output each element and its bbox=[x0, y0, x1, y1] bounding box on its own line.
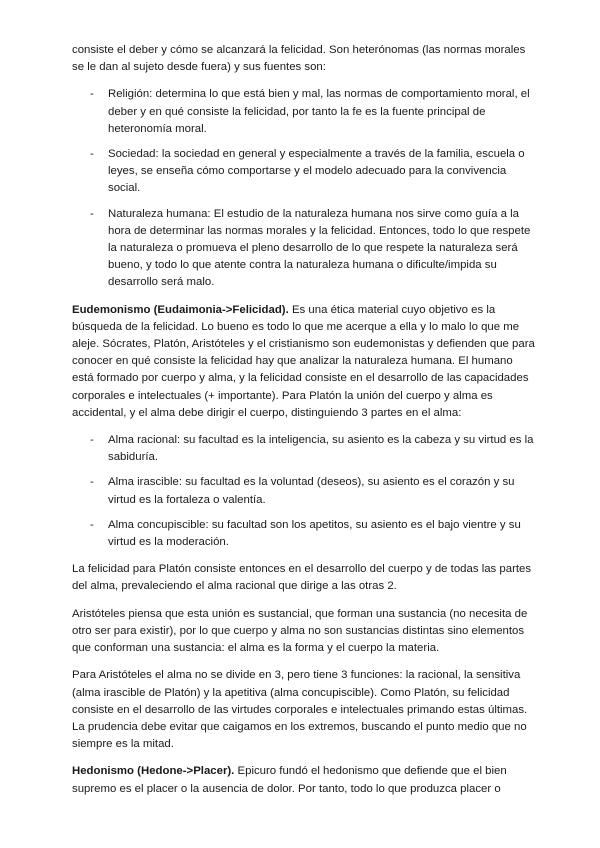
list-item bbox=[72, 206, 536, 292]
soul-parts-list bbox=[72, 432, 536, 551]
hedonismo-text: Epicuro fundó el hedonismo que defiende que el bien supremo es el placer o la ausencia de dolor. Por tanto, todo lo que produzca placer o bbox=[72, 765, 507, 795]
list-item bbox=[72, 517, 536, 551]
list-item-text: Religión: determina lo que está bien y mal, las normas de comportamiento moral, el deber y en qué consiste la felicidad, por tanto la fe es la fuente principal de heteronomía moral. bbox=[108, 88, 530, 135]
list-item-text: Alma irascible: su facultad es la voluntad (deseos), su asiento es el corazón y su virtud es la fortaleza o valentía. bbox=[108, 476, 515, 506]
aristotle-functions-paragraph: Para Aristóteles el alma no se divide en 3, pero tiene 3 funciones: la racional, la sensitiva (alma irascible de Platón) y la apetitiva (alma concupiscible). Como Platón, su felicidad consiste en el desarrollo de las virtudes corporales e intelectuales primando estas últimas. La prudencia debe evitar que caigamos en los extremos, buscando el punto medio que no siempre es la mitad. bbox=[72, 669, 528, 751]
eudemonismo-heading: Eudemonismo (Eudaimonia->Felicidad). bbox=[72, 303, 289, 316]
list-item bbox=[72, 474, 536, 508]
eudemonismo-text: Es una ética material cuyo objetivo es la búsqueda de la felicidad. Lo bueno es todo lo que me acerque a ella y lo malo lo que me aleje. Sócrates, Platón, Aristóteles y el cristianismo son eudemonistas y defienden que para conocer en qué consiste la felicidad hay que analizar la naturaleza humana. El humano está formado por cuerpo y alma, y la felicidad consiste en el desarrollo de las capacidades corporales e intelectuales (+ importante). Para Platón la unión del cuerpo y alma es accidental, y el alma debe dirigir el cuerpo, distinguiendo 3 partes en el alma: bbox=[72, 303, 535, 419]
intro-paragraph: consiste el deber y cómo se alcanzará la felicidad. Son heterónomas (las normas morales se le dan al sujeto desde fuera) y sus fuentes son: bbox=[72, 44, 526, 74]
list-item-text: Naturaleza humana: El estudio de la naturaleza humana nos sirve como guía a la hora de determinar las normas morales y la felicidad. Entonces, todo lo que respete la naturaleza o promueva el pleno desarrollo de lo que respete la naturaleza será bueno, y todo lo que atente contra la naturaleza humana o dificulte/impida su desarrollo será malo. bbox=[108, 207, 531, 289]
aristotle-union-paragraph: Aristóteles piensa que esta unión es sustancial, que forman una sustancia (no necesita de otro ser para existir), por lo que cuerpo y alma no son sustancias distintas sino elementos que conforman una sustancia: el alma es la forma y el cuerpo la materia. bbox=[72, 607, 528, 655]
heteronomy-sources-list bbox=[72, 86, 536, 291]
dash-bullet: - bbox=[90, 148, 94, 161]
eudemonismo-paragraph bbox=[72, 302, 536, 422]
hedonismo-paragraph bbox=[72, 763, 536, 797]
plato-happiness-paragraph: La felicidad para Platón consiste entonces en el desarrollo del cuerpo y de todas las partes del alma, prevaleciendo el alma racional que dirige a las otras 2. bbox=[72, 563, 532, 593]
dash-bullet: - bbox=[90, 518, 94, 531]
dash-bullet: - bbox=[90, 434, 94, 447]
dash-bullet: - bbox=[90, 476, 94, 489]
list-item bbox=[72, 146, 536, 198]
list-item-text: Alma concupiscible: su facultad son los apetitos, su asiento es el bajo vientre y su virtud es la moderación. bbox=[108, 518, 521, 549]
document-page bbox=[72, 42, 536, 808]
dash-bullet: - bbox=[90, 207, 94, 220]
dash-bullet: - bbox=[90, 88, 94, 101]
list-item-text: Alma racional: su facultad es la inteligencia, su asiento es la cabeza y su virtud es la sabiduría. bbox=[108, 434, 534, 464]
hedonismo-heading: Hedonismo (Hedone->Placer). bbox=[72, 765, 235, 778]
list-item-text: Sociedad: la sociedad en general y especialmente a través de la familia, escuela o leyes, se enseña cómo comportarse y el modelo adecuado para la convivencia social. bbox=[108, 148, 525, 195]
list-item bbox=[72, 432, 536, 466]
list-item bbox=[72, 86, 536, 138]
